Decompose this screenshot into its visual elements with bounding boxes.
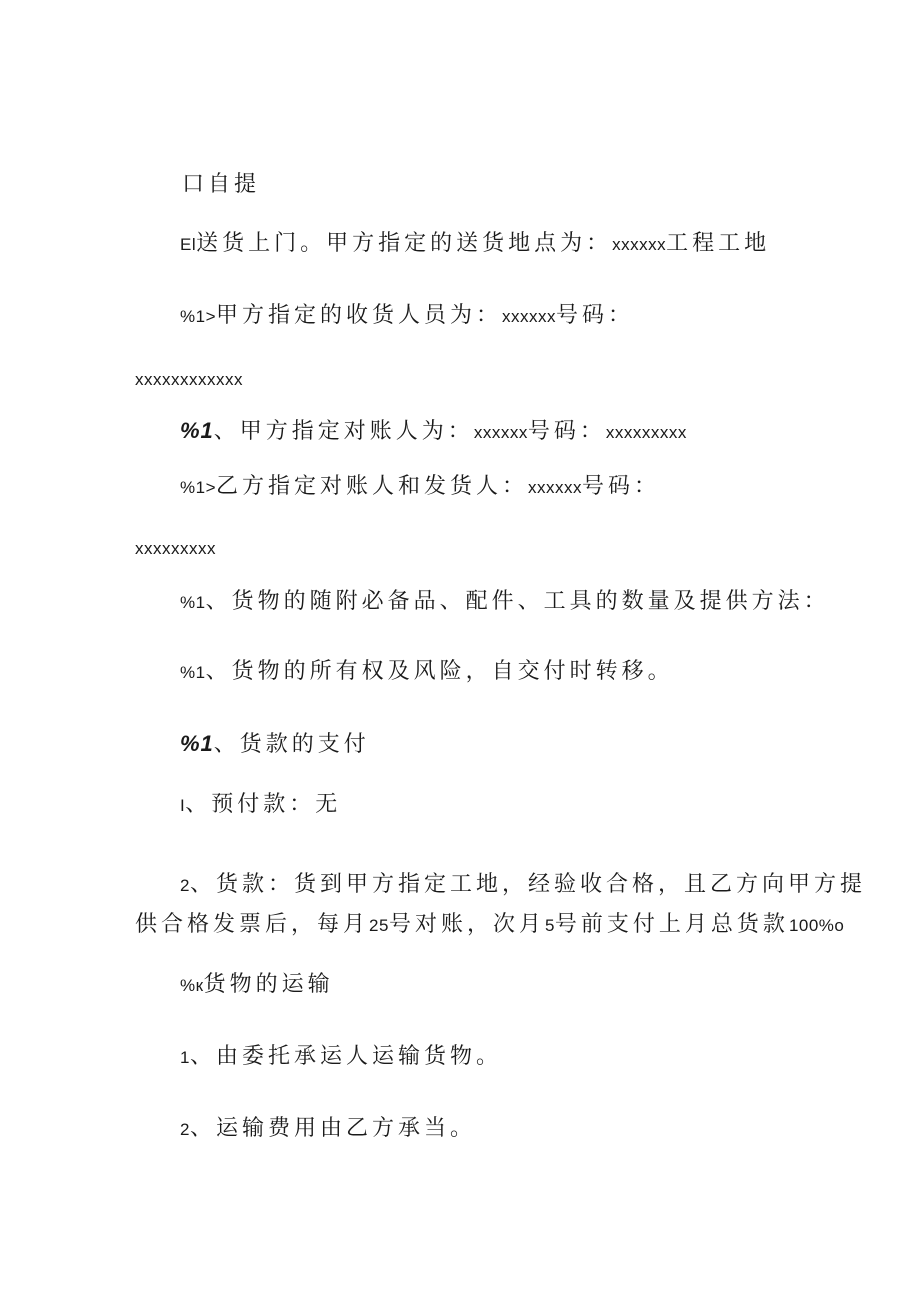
line-prefix: %1 [180, 663, 206, 682]
placeholder-code: xxxxxx [528, 478, 583, 497]
line-prefix: 2 [180, 1120, 190, 1139]
seller-phone-line [135, 533, 216, 564]
day-number-2: 5 [544, 916, 555, 935]
buyer-reconciler-line [180, 416, 687, 448]
transport-heading [180, 970, 334, 1001]
line-prefix: %к [180, 976, 204, 995]
line-text: 乙方指定对账人和发货人： [216, 474, 529, 499]
payment-heading [180, 729, 370, 760]
day-number: 25 [369, 916, 389, 935]
checkbox-glyph: 口 [182, 172, 209, 197]
transport-item-1 [180, 1042, 502, 1073]
line-suffix: 号对账，次月 [388, 912, 545, 937]
placeholder-code: xxxxxx [473, 423, 528, 442]
line-text: 、货款：货到甲方指定工地，经验收合格，且乙方向甲方提 [189, 872, 866, 897]
line-prefix: 1 [180, 1048, 190, 1067]
receiver-line [180, 301, 634, 332]
placeholder-code: xxxxxxxxxxxx [135, 370, 243, 389]
line-text: 甲方指定的收货人员为： [216, 303, 503, 328]
line-prefix: 2 [180, 876, 190, 895]
line-text: 自提 [208, 172, 261, 197]
line-prefix: %1 [180, 731, 214, 756]
line-suffix: 号码： [527, 419, 606, 444]
accessories-line [180, 587, 830, 618]
seller-reconciler-line [180, 472, 660, 503]
line-text: 、预付款：无 [185, 792, 342, 817]
placeholder-code: xxxxxxxxx [135, 539, 216, 558]
line-text: 、货物的随附必备品、配件、工具的数量及提供方法： [205, 589, 830, 614]
placeholder-code-2: xxxxxxxxx [605, 423, 687, 442]
percent-value: 100%o [788, 916, 845, 935]
line-prefix: I [180, 796, 186, 815]
payment-terms-line-1 [180, 870, 866, 901]
placeholder-code: xxxxxx [502, 307, 557, 326]
line-text: 、甲方指定对账人为： [213, 419, 474, 444]
line-text: 、货物的所有权及风险，自交付时转移。 [205, 659, 674, 684]
option-delivery [180, 229, 770, 260]
line-suffix: 号码： [582, 474, 661, 499]
payment-terms-line-2 [135, 910, 844, 941]
line-text: 供合格发票后，每月 [135, 912, 370, 937]
line-text: 货物的运输 [203, 972, 334, 997]
line-prefix: El [180, 235, 197, 254]
line-suffix: 工程工地 [666, 231, 771, 256]
ownership-risk-line [180, 657, 674, 688]
line-text: 、货款的支付 [213, 732, 370, 757]
line-text: 、运输费用由乙方承当。 [189, 1116, 476, 1141]
line-prefix: %1> [180, 307, 216, 326]
placeholder-code: xxxxxx [612, 235, 667, 254]
line-suffix: 号码： [556, 303, 635, 328]
option-self-pickup [182, 170, 260, 200]
line-suffix-2: 号前支付上月总货款 [554, 912, 789, 937]
line-text: 送货上门。甲方指定的送货地点为： [196, 231, 613, 256]
receiver-phone-line [135, 364, 243, 395]
line-prefix: %1 [180, 418, 214, 443]
transport-item-2 [180, 1114, 476, 1145]
prepayment-line [180, 790, 341, 821]
line-text: 、由委托承运人运输货物。 [189, 1044, 502, 1069]
line-prefix: %1 [180, 593, 206, 612]
line-prefix: %1> [180, 478, 216, 497]
